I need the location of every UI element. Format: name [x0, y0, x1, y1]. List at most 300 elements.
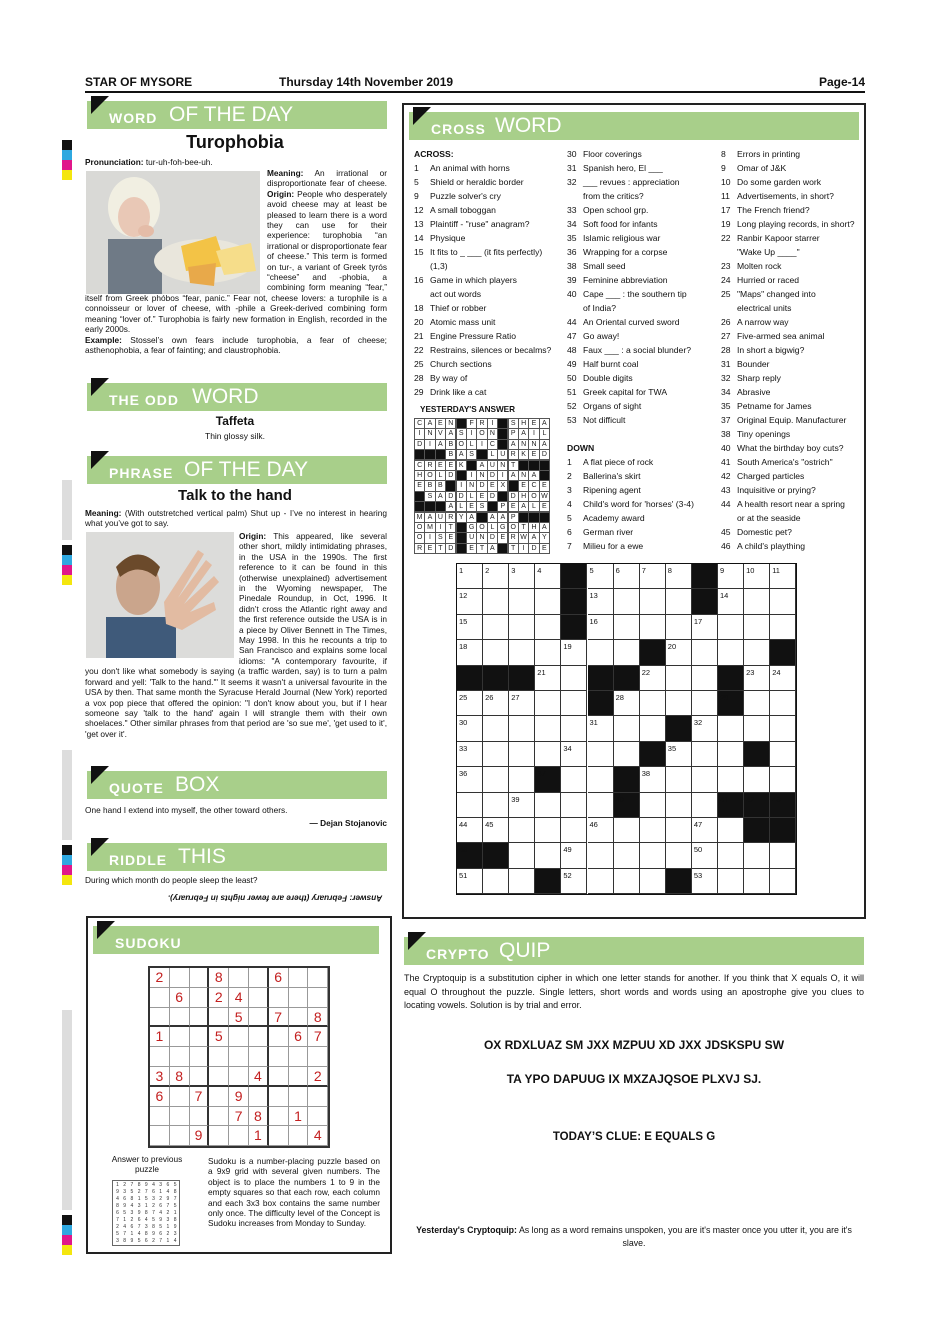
crossword-cell[interactable] — [614, 716, 640, 741]
answer-cell: 3 — [130, 1210, 134, 1216]
answer-cell: 8 — [123, 1238, 127, 1244]
crossword-cell[interactable]: 15 — [457, 615, 483, 640]
sudoku-cell[interactable] — [170, 1107, 190, 1127]
crossword-cell[interactable]: 45 — [483, 818, 509, 843]
clue-text: Tiny openings — [737, 429, 791, 439]
sudoku-cell[interactable]: 1 — [249, 1126, 269, 1146]
crossword-cell[interactable] — [483, 589, 509, 614]
sudoku-cell[interactable] — [229, 1047, 249, 1067]
sudoku-cell[interactable] — [150, 1047, 170, 1067]
sudoku-cell[interactable]: 6 — [289, 1027, 309, 1047]
sudoku-cell[interactable]: 2 — [209, 988, 229, 1008]
sudoku-cell[interactable]: 9 — [190, 1126, 210, 1146]
crossword-cell[interactable] — [640, 869, 666, 894]
crossword-cell[interactable] — [718, 818, 744, 843]
clue-item — [721, 511, 861, 525]
sudoku-cell[interactable]: 5 — [229, 1008, 249, 1028]
sudoku-cell[interactable] — [308, 1107, 328, 1127]
crossword-cell[interactable] — [640, 691, 666, 716]
crossword-cell[interactable] — [509, 615, 535, 640]
crossword-cell[interactable] — [483, 742, 509, 767]
sudoku-cell[interactable] — [249, 1047, 269, 1067]
sudoku-cell[interactable] — [269, 988, 289, 1008]
crossword-cell[interactable] — [614, 742, 640, 767]
sudoku-cell[interactable] — [209, 1087, 229, 1107]
crossword-cell[interactable] — [666, 843, 692, 868]
clue-number: 53 — [567, 415, 577, 425]
crossword-cell[interactable] — [744, 843, 770, 868]
sudoku-cell[interactable]: 2 — [150, 968, 170, 988]
crossword-block — [614, 666, 640, 691]
crossword-cell[interactable] — [718, 843, 744, 868]
sudoku-cell[interactable] — [150, 988, 170, 1008]
yesterday-cell: A — [528, 470, 539, 481]
crossword-cell[interactable] — [770, 869, 796, 894]
section-label: RIDDLE — [109, 852, 168, 868]
sudoku-cell[interactable] — [190, 1027, 210, 1047]
sudoku-cell[interactable] — [170, 1047, 190, 1067]
sudoku-cell[interactable] — [209, 1126, 229, 1146]
crossword-cell[interactable]: 25 — [457, 691, 483, 716]
crossword-cell[interactable]: 38 — [640, 767, 666, 792]
crossword-cell[interactable]: 4 — [535, 564, 561, 589]
sudoku-cell[interactable]: 6 — [150, 1087, 170, 1107]
sudoku-cell[interactable]: 8 — [249, 1107, 269, 1127]
sudoku-cell[interactable] — [308, 968, 328, 988]
crossword-cell[interactable]: 32 — [692, 716, 718, 741]
crossword-cell[interactable] — [666, 818, 692, 843]
crossword-cell[interactable] — [614, 843, 640, 868]
sudoku-cell[interactable] — [249, 1008, 269, 1028]
crossword-cell[interactable] — [666, 767, 692, 792]
yesterday-cell: E — [528, 418, 539, 429]
yesterday-cell: N — [518, 439, 529, 450]
crossword-cell[interactable]: 16 — [588, 615, 614, 640]
yesterday-cell: I — [466, 470, 477, 481]
crossword-cell[interactable] — [588, 742, 614, 767]
sudoku-cell[interactable] — [229, 968, 249, 988]
crossword-cell[interactable]: 47 — [692, 818, 718, 843]
crossword-cell[interactable]: 31 — [588, 716, 614, 741]
crossword-block: 48 — [457, 843, 483, 868]
crossword-cell[interactable]: 26 — [483, 691, 509, 716]
crossword-cell[interactable] — [744, 640, 770, 665]
sudoku-cell[interactable] — [190, 1008, 210, 1028]
clue-number: 23 — [721, 261, 731, 271]
section-label-big: OF THE DAY — [169, 103, 294, 126]
crossword-cell[interactable] — [561, 818, 587, 843]
clue-item — [567, 301, 717, 315]
sudoku-cell[interactable]: 7 — [269, 1008, 289, 1028]
crossword-cell[interactable] — [535, 691, 561, 716]
sudoku-cell[interactable] — [190, 968, 210, 988]
sudoku-cell[interactable] — [289, 968, 309, 988]
crossword-cell[interactable] — [457, 793, 483, 818]
crossword-cell[interactable]: 1 — [457, 564, 483, 589]
yesterday-cell: I — [487, 418, 498, 429]
clue-text: An Oriental curved sword — [583, 317, 680, 327]
sudoku-cell[interactable]: 4 — [249, 1067, 269, 1087]
sudoku-cell[interactable] — [269, 1027, 289, 1047]
crossword-cell[interactable] — [535, 640, 561, 665]
yesterday-cell: A — [435, 491, 446, 502]
sudoku-cell[interactable] — [170, 1126, 190, 1146]
crossword-cell[interactable] — [588, 640, 614, 665]
sudoku-cell[interactable] — [209, 1047, 229, 1067]
sudoku-cell[interactable] — [209, 1008, 229, 1028]
crossword-cell[interactable] — [509, 716, 535, 741]
crossword-cell[interactable]: 30 — [457, 716, 483, 741]
crossword-block: 42 — [744, 793, 770, 818]
clue-number: 34 — [567, 219, 577, 229]
answer-cell: 2 — [123, 1182, 127, 1188]
crossword-cell[interactable] — [561, 666, 587, 691]
clue-item — [567, 147, 717, 161]
crossword-cell[interactable] — [588, 869, 614, 894]
crossword-cell[interactable] — [770, 691, 796, 716]
crossword-cell[interactable] — [770, 589, 796, 614]
sudoku-cell[interactable] — [229, 1067, 249, 1087]
crossword-cell[interactable]: 39 — [509, 793, 535, 818]
clue-number: 38 — [721, 429, 731, 439]
crossword-cell[interactable] — [640, 589, 666, 614]
crossword-cell[interactable] — [483, 640, 509, 665]
crossword-cell[interactable] — [509, 869, 535, 894]
sudoku-cell[interactable] — [249, 988, 269, 1008]
yesterday-cell: D — [487, 532, 498, 543]
clue-text: It fits to _ ___ (it fits perfectly) — [430, 247, 543, 257]
yesterday-cell: O — [424, 470, 435, 481]
crossword-cell[interactable] — [718, 640, 744, 665]
answer-cell: 5 — [159, 1224, 163, 1230]
crossword-cell[interactable]: 18 — [457, 640, 483, 665]
crossword-cell[interactable] — [614, 640, 640, 665]
crossword-cell[interactable]: 27 — [509, 691, 535, 716]
crossword-cell[interactable]: 49 — [561, 843, 587, 868]
cryptoquip-yesterday — [404, 1224, 864, 1249]
clue-item — [567, 315, 717, 329]
crossword-cell[interactable] — [692, 742, 718, 767]
crossword-cell[interactable] — [770, 742, 796, 767]
clue-number: 45 — [721, 527, 731, 537]
crossword-cell[interactable] — [666, 666, 692, 691]
sudoku-cell[interactable] — [150, 1126, 170, 1146]
crossword-cell[interactable] — [509, 767, 535, 792]
crossword-cell[interactable] — [614, 818, 640, 843]
crossword-cell[interactable]: 6 — [614, 564, 640, 589]
crossword-cell[interactable] — [744, 691, 770, 716]
clue-text: Open school grp. — [583, 205, 649, 215]
crossword-cell[interactable] — [744, 869, 770, 894]
crossword-cell[interactable]: 24 — [770, 666, 796, 691]
crossword-cell[interactable] — [483, 767, 509, 792]
clue-text: Long playing records, in short? — [737, 219, 855, 229]
sudoku-grid[interactable] — [148, 966, 330, 1148]
crossword-cell[interactable] — [561, 716, 587, 741]
sudoku-cell[interactable] — [190, 988, 210, 1008]
clue-number: 12 — [414, 205, 424, 215]
crossword-cell[interactable] — [640, 716, 666, 741]
crossword-cell[interactable]: 51 — [457, 869, 483, 894]
crossword-cell[interactable] — [718, 716, 744, 741]
yesterday-cell: I — [476, 439, 487, 450]
crossword-cell[interactable]: 36 — [457, 767, 483, 792]
masthead — [85, 72, 865, 90]
crossword-cell[interactable] — [666, 589, 692, 614]
sudoku-cell[interactable]: 8 — [209, 968, 229, 988]
sudoku-cell[interactable]: 7 — [229, 1107, 249, 1127]
answer-cell: 1 — [116, 1182, 119, 1188]
sudoku-cell[interactable]: 7 — [190, 1087, 210, 1107]
sudoku-cell[interactable]: 1 — [150, 1027, 170, 1047]
crossword-cell[interactable] — [561, 793, 587, 818]
crossword-cell[interactable] — [509, 589, 535, 614]
sudoku-cell[interactable] — [249, 1027, 269, 1047]
crossword-cell[interactable]: 20 — [666, 640, 692, 665]
answer-cell: 6 — [137, 1217, 141, 1223]
sudoku-cell[interactable] — [289, 1008, 309, 1028]
answer-cell: 6 — [159, 1203, 163, 1209]
clue-item — [721, 539, 861, 553]
sudoku-cell[interactable] — [269, 1067, 289, 1087]
sudoku-cell[interactable] — [289, 1067, 309, 1087]
crossword-cell[interactable] — [640, 843, 666, 868]
sudoku-cell[interactable]: 4 — [229, 988, 249, 1008]
clue-item — [414, 217, 564, 231]
clue-number: 16 — [414, 275, 424, 285]
crossword-cell[interactable]: 2 — [483, 564, 509, 589]
sudoku-cell[interactable] — [308, 1087, 328, 1107]
sudoku-cell[interactable]: 5 — [209, 1027, 229, 1047]
sudoku-cell[interactable] — [170, 1027, 190, 1047]
sudoku-cell[interactable] — [150, 1107, 170, 1127]
crossword-cell[interactable] — [535, 615, 561, 640]
quote-header — [87, 771, 387, 799]
crossword-cell[interactable]: 9 — [718, 564, 744, 589]
sudoku-cell[interactable] — [289, 1087, 309, 1107]
crossword-cell[interactable]: 53 — [692, 869, 718, 894]
crossword-cell[interactable]: 13 — [588, 589, 614, 614]
sudoku-cell[interactable]: 1 — [289, 1107, 309, 1127]
clue-item — [721, 231, 861, 245]
sudoku-cell[interactable]: 8 — [170, 1067, 190, 1087]
crossword-cell[interactable] — [640, 818, 666, 843]
crossword-cell[interactable] — [640, 793, 666, 818]
crossword-cell[interactable] — [744, 767, 770, 792]
crossword-cell[interactable] — [718, 767, 744, 792]
crossword-cell[interactable] — [509, 742, 535, 767]
yesterday-cell: A — [424, 512, 435, 523]
crossword-cell[interactable] — [718, 615, 744, 640]
crossword-cell[interactable]: 34 — [561, 742, 587, 767]
crossword-cell[interactable] — [640, 615, 666, 640]
clue-item — [567, 273, 717, 287]
crossword-cell[interactable] — [692, 666, 718, 691]
sudoku-cell[interactable] — [269, 1047, 289, 1067]
clue-item — [414, 273, 564, 287]
crossword-cell[interactable]: 33 — [457, 742, 483, 767]
crossword-cell[interactable] — [588, 767, 614, 792]
sudoku-cell[interactable]: 7 — [308, 1027, 328, 1047]
answer-cell: 6 — [159, 1231, 163, 1237]
sudoku-cell[interactable] — [209, 1067, 229, 1087]
sudoku-cell[interactable]: 6 — [269, 968, 289, 988]
crossword-cell[interactable] — [666, 615, 692, 640]
sudoku-cell[interactable] — [190, 1107, 210, 1127]
yesterday-label: YESTERDAY'S ANSWER — [420, 405, 516, 414]
sudoku-cell[interactable]: 3 — [150, 1067, 170, 1087]
clue-item — [721, 399, 861, 413]
yesterday-cell: T — [518, 522, 529, 533]
crossword-cell[interactable] — [614, 589, 640, 614]
sudoku-cell[interactable] — [249, 968, 269, 988]
crossword-cell[interactable] — [483, 615, 509, 640]
crossword-cell[interactable]: 50 — [692, 843, 718, 868]
crossword-cell[interactable] — [614, 615, 640, 640]
crossword-cell[interactable]: 21 — [535, 666, 561, 691]
crossword-cell[interactable] — [483, 793, 509, 818]
yesterday-cell: G — [466, 522, 477, 533]
sudoku-cell[interactable] — [269, 1126, 289, 1146]
crossword-grid[interactable] — [456, 563, 797, 895]
sudoku-cell[interactable]: 2 — [308, 1067, 328, 1087]
sudoku-cell[interactable] — [229, 1126, 249, 1146]
yesterday-cell: U — [487, 460, 498, 471]
sudoku-cell[interactable] — [170, 1008, 190, 1028]
clue-number: 26 — [721, 317, 731, 327]
sudoku-cell[interactable] — [249, 1087, 269, 1107]
crossword-cell[interactable] — [588, 793, 614, 818]
answer-cell: 2 — [137, 1189, 141, 1195]
crossword-cell[interactable] — [770, 615, 796, 640]
crossword-cell[interactable] — [535, 793, 561, 818]
crossword-cell[interactable]: 14 — [718, 589, 744, 614]
crossword-cell[interactable] — [744, 615, 770, 640]
crossword-cell[interactable] — [535, 589, 561, 614]
yesterday-cell: C — [414, 460, 425, 471]
sudoku-cell[interactable] — [308, 988, 328, 1008]
yesterday-cell: M — [414, 512, 425, 523]
sudoku-cell[interactable]: 9 — [229, 1087, 249, 1107]
crossword-cell[interactable]: 5 — [588, 564, 614, 589]
crossword-cell[interactable] — [535, 818, 561, 843]
crossword-cell[interactable] — [692, 640, 718, 665]
answer-cell: 8 — [137, 1182, 141, 1188]
crossword-cell[interactable] — [509, 818, 535, 843]
crossword-cell[interactable]: 28 — [614, 691, 640, 716]
crossword-cell[interactable] — [535, 742, 561, 767]
sudoku-cell[interactable] — [289, 988, 309, 1008]
crossword-cell[interactable]: 8 — [666, 564, 692, 589]
answer-cell: 1 — [166, 1224, 170, 1230]
sudoku-cell[interactable] — [190, 1067, 210, 1087]
crossword-block: 41 — [718, 793, 744, 818]
crossword-cell[interactable]: 10 — [744, 564, 770, 589]
crossword-cell[interactable] — [692, 793, 718, 818]
clue-item — [721, 287, 861, 301]
sudoku-cell[interactable] — [308, 1047, 328, 1067]
sudoku-cell[interactable] — [209, 1107, 229, 1127]
clue-item — [567, 413, 717, 427]
sudoku-cell[interactable]: 6 — [170, 988, 190, 1008]
crossword-cell[interactable]: 52 — [561, 869, 587, 894]
crossword-cell[interactable]: 3 — [509, 564, 535, 589]
sudoku-cell[interactable] — [269, 1107, 289, 1127]
crossword-cell[interactable] — [718, 742, 744, 767]
sudoku-cell[interactable]: 4 — [308, 1126, 328, 1146]
crossword-cell[interactable] — [718, 869, 744, 894]
clue-item — [414, 343, 564, 357]
clue-number: 32 — [567, 177, 577, 187]
crossword-cell[interactable]: 35 — [666, 742, 692, 767]
sudoku-cell[interactable] — [289, 1126, 309, 1146]
clue-text: Thief or robber — [430, 303, 487, 313]
crossword-cell[interactable] — [692, 691, 718, 716]
crossword-cell[interactable] — [483, 869, 509, 894]
crossword-cell[interactable]: 17 — [692, 615, 718, 640]
yesterday-cell: I — [414, 428, 425, 439]
crossword-cell[interactable] — [770, 767, 796, 792]
crossword-cell[interactable] — [535, 843, 561, 868]
crossword-cell[interactable] — [744, 716, 770, 741]
sudoku-cell[interactable] — [170, 1087, 190, 1107]
crossword-cell[interactable] — [483, 716, 509, 741]
sudoku-cell[interactable]: 8 — [308, 1008, 328, 1028]
section-label-big: WORD — [495, 114, 562, 137]
clue-text: Atomic mass unit — [430, 317, 496, 327]
crossword-cell[interactable] — [509, 640, 535, 665]
crossword-block — [744, 818, 770, 843]
sudoku-cell[interactable] — [289, 1047, 309, 1067]
crossword-cell[interactable] — [561, 691, 587, 716]
clue-item — [414, 357, 564, 371]
answer-cell: 9 — [123, 1203, 127, 1209]
crossword-cell[interactable]: 46 — [588, 818, 614, 843]
crossword-cell[interactable]: 12 — [457, 589, 483, 614]
sudoku-cell[interactable] — [190, 1047, 210, 1067]
answer-cell: 7 — [137, 1224, 141, 1230]
clue-item — [414, 315, 564, 329]
crossword-cell[interactable] — [770, 843, 796, 868]
crossword-cell[interactable] — [770, 716, 796, 741]
crossword-cell[interactable] — [535, 716, 561, 741]
crossword-cell[interactable] — [509, 843, 535, 868]
crossword-cell[interactable]: 22 — [640, 666, 666, 691]
sudoku-cell[interactable] — [229, 1027, 249, 1047]
crossword-cell[interactable]: 11 — [770, 564, 796, 589]
crossword-cell[interactable]: 23 — [744, 666, 770, 691]
crossword-cell[interactable] — [744, 589, 770, 614]
crossword-cell[interactable] — [561, 767, 587, 792]
clue-number — [567, 301, 583, 315]
answer-cell: 3 — [173, 1231, 177, 1237]
sudoku-cell[interactable] — [269, 1087, 289, 1107]
crossword-cell[interactable]: 7 — [640, 564, 666, 589]
crossword-cell[interactable] — [692, 767, 718, 792]
sudoku-cell[interactable] — [150, 1008, 170, 1028]
clue-text: In short a bigwig? — [737, 345, 805, 355]
crossword-cell[interactable]: 44 — [457, 818, 483, 843]
crossword-cell[interactable] — [666, 793, 692, 818]
clue-number: 49 — [567, 359, 577, 369]
clue-text: or at the seaside — [737, 513, 801, 523]
crossword-cell[interactable] — [614, 869, 640, 894]
crossword-cell[interactable] — [666, 691, 692, 716]
sudoku-cell[interactable] — [170, 968, 190, 988]
crossword-cell[interactable]: 19 — [561, 640, 587, 665]
crossword-cell[interactable] — [588, 843, 614, 868]
answer-cell: 3 — [159, 1182, 163, 1188]
